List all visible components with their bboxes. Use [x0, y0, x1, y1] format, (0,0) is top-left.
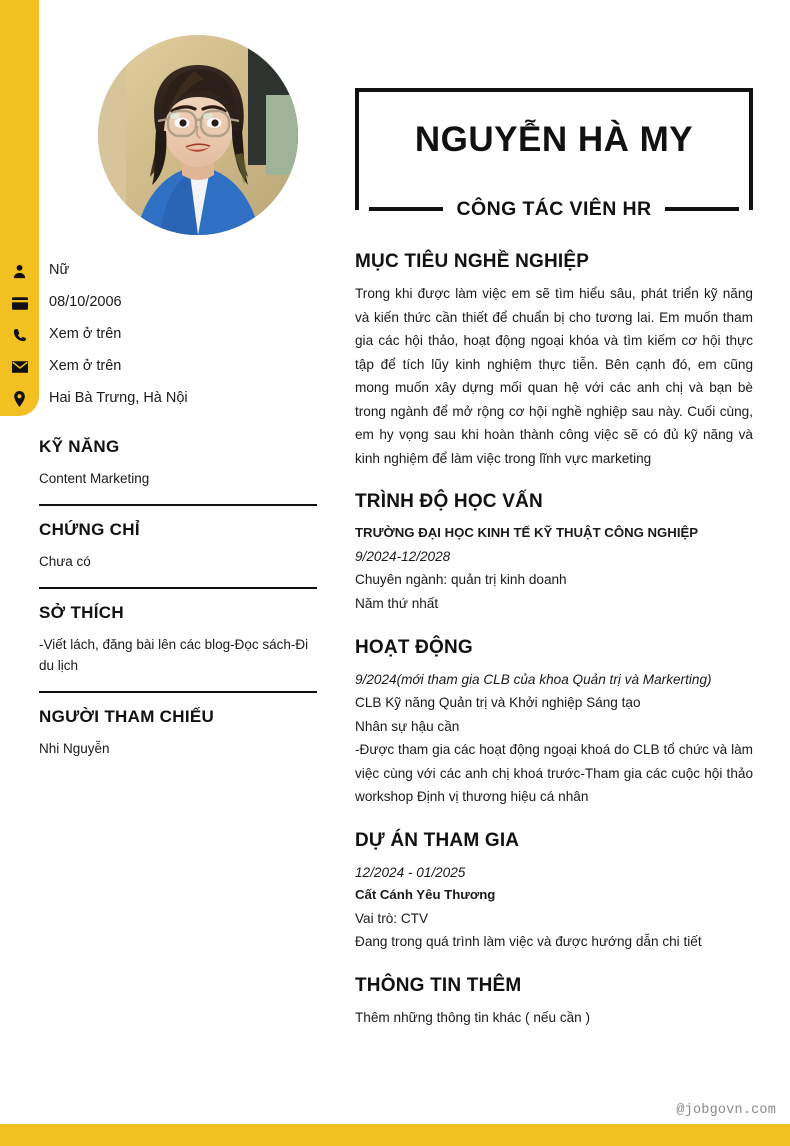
- contact-value: 08/10/2006: [49, 294, 122, 311]
- contact-item-birthdate: [0, 287, 320, 319]
- banner-corner-left: [355, 188, 359, 210]
- section-title: MỤC TIÊU NGHỀ NGHIỆP: [355, 251, 590, 272]
- banner-rule-right: [665, 207, 739, 211]
- banner-corner-right: [749, 188, 753, 210]
- section-projects: [355, 830, 753, 954]
- activities-detail: -Được tham gia các hoạt động ngoại khoá do CLB tổ chức và làm việc cùng với các anh chị khoá trước-Tham gia các cuộc hội thảo workshop Định vị thương hiệu cá nhân: [355, 742, 753, 805]
- section-title: THÔNG TIN THÊM: [355, 974, 522, 996]
- section-title: TRÌNH ĐỘ HỌC VẤN: [355, 491, 543, 513]
- section-body: Chưa có: [39, 553, 91, 569]
- location-icon: [0, 391, 39, 407]
- contact-item-email: [0, 351, 320, 383]
- project-dates: 12/2024 - 01/2025: [355, 864, 466, 880]
- banner-rule-left: [369, 207, 443, 211]
- section-body: Nhi Nguyễn: [39, 740, 110, 756]
- contact-item-address: [0, 383, 320, 415]
- job-title: CÔNG TÁC VIÊN HR: [456, 197, 652, 220]
- section-body: Content Marketing: [39, 471, 150, 486]
- sidebar-section-certificates: [0, 520, 320, 589]
- card-icon: [0, 297, 39, 310]
- section-divider: [39, 504, 317, 506]
- activities-role: Nhân sự hậu cần: [355, 718, 460, 734]
- contact-value: Nữ: [49, 262, 70, 279]
- sidebar-section-hobbies: [0, 603, 320, 693]
- phone-icon: [0, 328, 39, 343]
- contact-item-phone: [0, 319, 320, 351]
- profile-photo: [98, 35, 298, 235]
- envelope-icon: [0, 361, 39, 373]
- activities-dates: 9/2024(mới tham gia CLB của khoa Quản trị và Markerting): [355, 671, 712, 687]
- sidebar-column: [0, 255, 320, 774]
- profile-photo-image: [98, 35, 298, 235]
- education-year: Năm thứ nhất: [355, 595, 439, 611]
- section-divider: [39, 691, 317, 693]
- contact-list: [0, 255, 320, 415]
- section-education: [355, 491, 753, 615]
- section-body: -Viết lách, đăng bài lên các blog-Đọc sách-Đi du lịch: [39, 636, 309, 673]
- person-icon: [0, 264, 39, 279]
- job-title-row: [355, 188, 753, 230]
- education-major: Chuyên ngành: quản trị kinh doanh: [355, 572, 567, 588]
- accent-footer-bar: [0, 1124, 790, 1146]
- contact-value: Xem ở trên: [49, 358, 122, 375]
- project-name: Cất Cánh Yêu Thương: [355, 887, 496, 903]
- project-status: Đang trong quá trình làm việc và được hướng dẫn chi tiết: [355, 934, 702, 950]
- section-title: KỸ NĂNG: [39, 437, 120, 456]
- sidebar-section-references: [0, 707, 320, 760]
- education-school: TRƯỜNG ĐẠI HỌC KINH TẾ KỸ THUẬT CÔNG NGHIỆP: [355, 525, 699, 541]
- sidebar-section-skills: [0, 437, 320, 506]
- section-title: CHỨNG CHỈ: [39, 519, 140, 539]
- section-divider: [39, 587, 317, 589]
- section-objective: [355, 251, 753, 470]
- watermark: @jobgovn.com: [676, 1103, 776, 1118]
- extra-body: Thêm những thông tin khác ( nếu cần ): [355, 1009, 591, 1025]
- education-dates: 9/2024-12/2028: [355, 548, 451, 564]
- contact-value: Xem ở trên: [49, 326, 122, 343]
- section-title: DỰ ÁN THAM GIA: [355, 829, 520, 851]
- section-title: SỞ THÍCH: [39, 602, 124, 622]
- contact-item-gender: [0, 255, 320, 287]
- section-title: HOẠT ĐỘNG: [355, 636, 473, 658]
- candidate-name: NGUYỄN HÀ MY: [414, 120, 694, 159]
- main-column: [355, 0, 753, 1029]
- activities-club: CLB Kỹ năng Quản trị và Khởi nghiệp Sáng tạo: [355, 695, 641, 711]
- name-banner: [355, 88, 753, 188]
- section-activities: [355, 637, 753, 809]
- section-title: NGƯỜI THAM CHIẾU: [39, 706, 215, 726]
- project-role: Vai trò: CTV: [355, 910, 429, 926]
- section-extra-info: [355, 975, 753, 1030]
- objective-body: Trong khi được làm việc em sẽ tìm hiểu sâu, phát triển kỹ năng và kiến thức cần thiết để chuẩn bị cho tương lai. Em muốn tham gia các hội thảo, hoạt động ngoại khóa và tìm kiếm cơ hội thực tập để tích lũy kinh nghiệm thực tiễn. Bên cạnh đó, em cũng mong muốn xây dựng mối quan hệ với các anh chị và bạn bè trong ngành để mở rộng cơ hội nghề nghiệp sau này. Cuối cùng, em hy vọng sau khi hoàn thành công việc sẽ có đủ kỹ năng và kinh nghiệm để làm việc trong lĩnh vực marketing: [355, 286, 753, 466]
- contact-value: Hai Bà Trưng, Hà Nội: [49, 390, 188, 407]
